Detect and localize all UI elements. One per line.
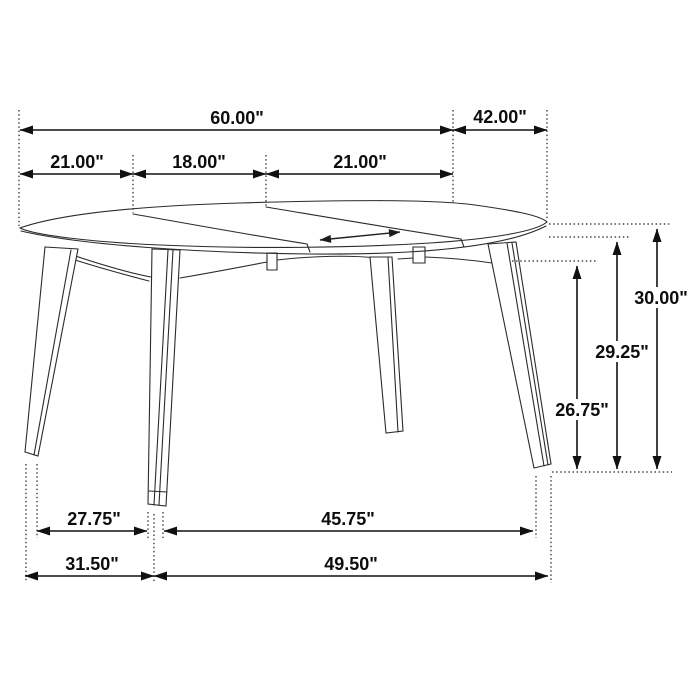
dim-left-section-label: 21.00" xyxy=(50,152,104,172)
table-apron xyxy=(58,250,513,281)
dim-right-section-label: 21.00" xyxy=(333,152,387,172)
dimension-top xyxy=(20,107,547,174)
table-illustration xyxy=(20,201,551,506)
front-right-leg xyxy=(488,242,551,468)
apron-mid-right xyxy=(398,258,413,259)
table-legs xyxy=(25,242,551,506)
dimension-right xyxy=(553,229,690,469)
apron-arch-right xyxy=(425,257,492,263)
dim-leaf-section-label: 18.00" xyxy=(172,152,226,172)
leaf-support-post-right xyxy=(413,247,425,263)
dim-table-width-label: 42.00" xyxy=(473,107,527,127)
front-left-leg xyxy=(148,249,180,506)
dim-total-length-label: 60.00" xyxy=(210,108,264,128)
dim-inner-span-left-label: 27.75" xyxy=(67,509,121,529)
apron-arch-mid-left xyxy=(180,262,267,278)
back-right-leg xyxy=(370,257,403,433)
dim-underside-height-label: 29.25" xyxy=(595,342,649,362)
dim-outer-span-left-label: 31.50" xyxy=(65,554,119,574)
dim-inner-span-right-label: 45.75" xyxy=(321,509,375,529)
dim-outer-span-right-label: 49.50" xyxy=(324,554,378,574)
apron-mid xyxy=(277,256,377,260)
back-left-leg xyxy=(25,247,78,456)
dim-table-height-label: 30.00" xyxy=(634,288,688,308)
dim-apron-clearance-label: 26.75" xyxy=(555,400,609,420)
leaf-support-post-left xyxy=(267,253,277,270)
dimension-bottom xyxy=(25,509,548,576)
